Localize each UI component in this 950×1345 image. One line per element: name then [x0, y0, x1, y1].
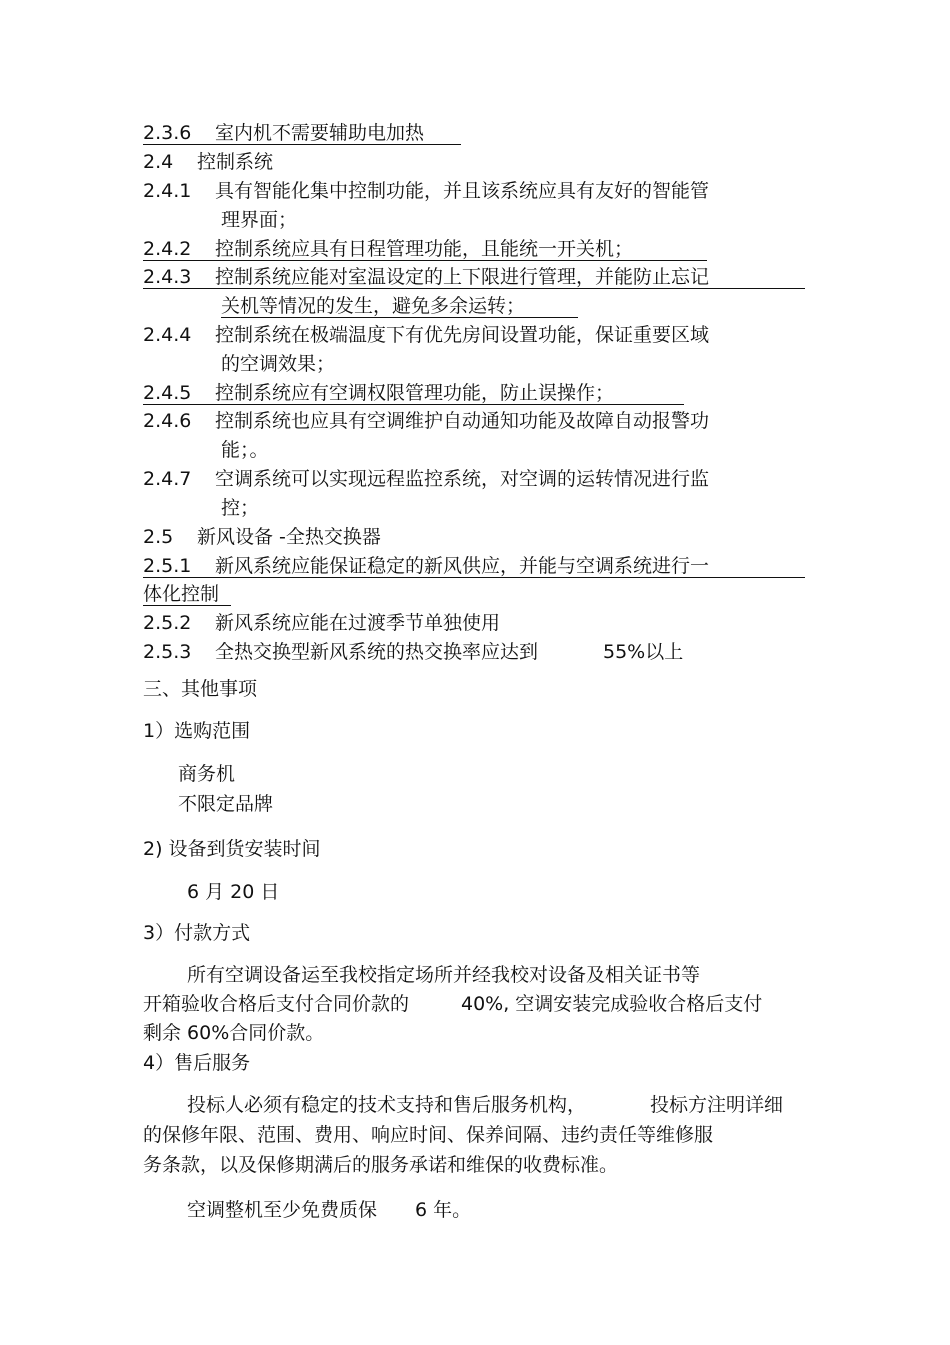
other-matters-heading: 三、其他事项 [143, 678, 258, 700]
item-number: 2.4.7 [143, 468, 192, 490]
text-segment: 投标人必须有稳定的技术支持和售后服务机构， [187, 1094, 587, 1116]
warranty-line [187, 1199, 472, 1221]
payment-paragraph-line [143, 993, 763, 1015]
item-number: 2.4.6 [143, 410, 192, 432]
underline [221, 317, 578, 318]
section-2-4 [143, 151, 274, 173]
section-number: 2.5 [143, 526, 174, 548]
item-2-4-5 [143, 382, 615, 404]
underline [143, 144, 461, 145]
item-2-3-6 [143, 122, 425, 144]
item-text: 控制系统也应具有空调维护自动通知功能及故障自动报警功 [215, 410, 710, 432]
scope-item: 不限定品牌 [178, 793, 274, 815]
item-2-5-2 [143, 612, 501, 634]
payment-paragraph-line: 所有空调设备运至我校指定场所并经我校对设备及相关证书等 [187, 964, 701, 986]
item-number: 2.4.4 [143, 324, 192, 346]
after-sales-paragraph-line [187, 1094, 784, 1116]
item-text: 新风系统应能在过渡季节单独使用 [215, 612, 501, 634]
item-2-5-1-continuation: 体化控制 [143, 583, 220, 605]
item-number: 2.5.1 [143, 555, 192, 577]
item-2-4-4-continuation: 的空调效果； [221, 353, 336, 375]
item-2-4-2 [143, 238, 634, 260]
item-number: 2.3.6 [143, 122, 192, 144]
item-text: 空调系统可以实现远程监控系统，对空调的运转情况进行监 [215, 468, 710, 490]
delivery-date: 6 月 20 日 [187, 881, 280, 903]
underline [143, 605, 231, 606]
underline [143, 260, 707, 261]
underline [143, 404, 684, 405]
text-segment: 开箱验收合格后支付合同价款的 [143, 993, 410, 1015]
text-segment: 投标方注明详细 [650, 1094, 784, 1116]
item-2-4-1-continuation: 理界面； [221, 209, 298, 231]
section-title: 控制系统 [197, 151, 274, 173]
item-2-4-3-continuation: 关机等情况的发生，避免多余运转； [221, 295, 526, 317]
section-2-5 [143, 526, 381, 548]
item-text: 具有智能化集中控制功能，并且该系统应具有友好的智能管 [215, 180, 710, 202]
delivery-title: 2) 设备到货安装时间 [143, 838, 321, 860]
item-2-4-6 [143, 410, 710, 432]
item-2-4-6-continuation: 能；。 [221, 439, 269, 461]
text-segment: 40%, 空调安装完成验收合格后支付 [461, 993, 763, 1015]
item-text: 控制系统应有空调权限管理功能，防止误操作； [215, 382, 615, 404]
underline [143, 288, 805, 289]
item-text: 室内机不需要辅助电加热 [215, 122, 425, 144]
after-sales-title: 4）售后服务 [143, 1052, 251, 1074]
text-segment: 6 年。 [415, 1199, 472, 1221]
item-text: 控制系统应具有日程管理功能，且能统一开关机； [215, 238, 634, 260]
payment-paragraph-line: 剩余 60%合同价款。 [143, 1022, 325, 1044]
item-text: 控制系统在极端温度下有优先房间设置功能，保证重要区域 [215, 324, 710, 346]
section-title: 新风设备 -全热交换器 [197, 526, 381, 548]
scope-title: 1）选购范围 [143, 720, 251, 742]
item-2-4-1 [143, 180, 710, 202]
item-2-4-7 [143, 468, 710, 490]
item-number: 2.4.5 [143, 382, 192, 404]
item-number: 2.4.3 [143, 266, 192, 288]
item-number: 2.5.3 [143, 641, 192, 663]
item-2-4-7-continuation: 控； [221, 497, 260, 519]
payment-title: 3）付款方式 [143, 922, 251, 944]
after-sales-paragraph-line: 的保修年限、范围、费用、响应时间、保养间隔、违约责任等维修服 [143, 1124, 714, 1146]
text-segment: 空调整机至少免费质保 [187, 1199, 378, 1221]
item-2-4-3 [143, 266, 710, 288]
after-sales-paragraph-line: 务条款，以及保修期满后的服务承诺和维保的收费标准。 [143, 1154, 619, 1176]
item-text: 控制系统应能对室温设定的上下限进行管理，并能防止忘记 [215, 266, 710, 288]
item-text: 新风系统应能保证稳定的新风供应，并能与空调系统进行一 [215, 555, 710, 577]
item-2-5-1 [143, 555, 710, 577]
item-number: 2.5.2 [143, 612, 192, 634]
item-number: 2.4.1 [143, 180, 192, 202]
item-value: 55%以上 [603, 641, 684, 663]
item-2-5-3 [143, 641, 684, 663]
item-text: 全热交换型新风系统的热交换率应达到 [215, 641, 539, 663]
item-number: 2.4.2 [143, 238, 192, 260]
section-number: 2.4 [143, 151, 174, 173]
scope-item: 商务机 [178, 763, 236, 785]
underline [143, 577, 805, 578]
item-2-4-4 [143, 324, 710, 346]
